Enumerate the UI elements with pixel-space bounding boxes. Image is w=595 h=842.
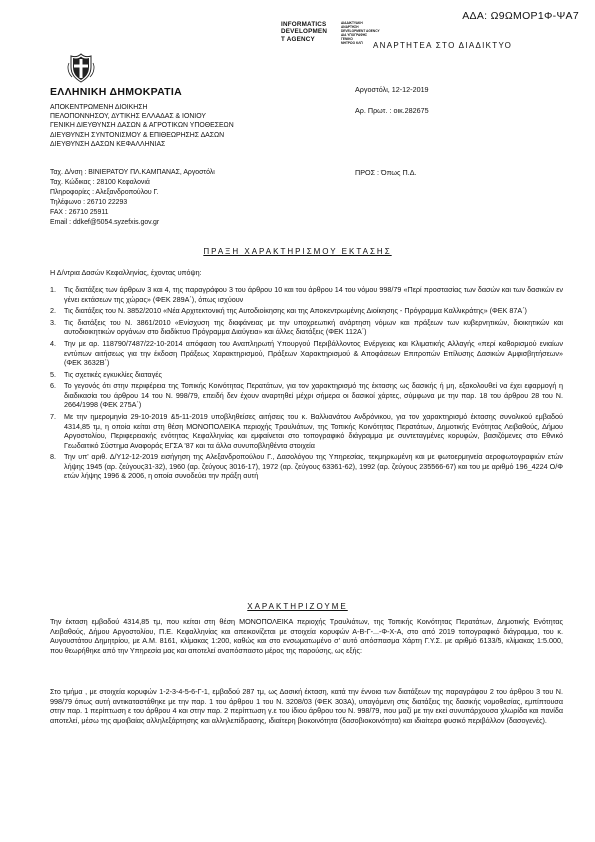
item-text: Τις διατάξεις του Ν. 3861/2010 «Ενίσχυση της διαφάνειας με την υποχρεωτική ανάρτηση νόμων και πράξεων των κυβερνητικών, διοικητικών και αυτοδιοικητικών οργάνων στο διαδίκτυο Πρόγραμμα Διαύγεια» και άλλες διατάξεις (ΦΕΚ 112Α΄) — [64, 317, 563, 337]
decision-heading: ΧΑΡΑΚΤΗΡΙΖΟΥΜΕ — [247, 602, 348, 611]
item-text: Την υπ' αριθ. Δ/Υ12-12-2019 εισήγηση της Αλεξανδροπούλου Γ., Δασολόγου της Υπηρεσίας, τεκμηριωμένη και με φωτοερμηνεία αεροφωτογραφιών ετών λήψης 1945 (αρ. ζεύγους31-32), 1960 (αρ. ζεύγους 3016-17), 1972 (αρ. ζεύγους 63361-62), 1992 (αρ. ζεύγους 235566-67) και του με αριθμό 196_4224 Ο/Φ ετών λήψης 1996 & 2006, η οποία συνοδεύει την πράξη αυτή — [64, 452, 563, 481]
issuer-line: ΔΙΕΥΘΥΝΣΗ ΔΑΣΩΝ ΚΕΦΑΛΛΗΝΙΑΣ — [50, 141, 166, 149]
item-number: 3. — [50, 317, 56, 327]
considerations-list — [50, 285, 563, 483]
decision-paragraph: Την έκταση εμβαδού 4314,85 τμ, που κείται στη θέση ΜΟΝΟΠΟΛΕΙΚΑ περιοχής Τραυλιάτων, της Τοπικής Κοινότητας Περατάτων, Δημοτικής Ενότητας Λειβαθούς, Δήμου Αργοστολίου, Π.Ε. Κεφαλληνίας και απεικονίζεται με στοιχεία κορυφών Α-Β-Γ-...-Φ-Χ-Α, στο από 2019 τοπογραφικό διάγραμμα, του κ. Αυγουστάτου Δημητρίου, με Α.Μ. 8161, κλίμακας 1:200, καθώς και στο ενσωματωμένο σ' αυτό απόσπασμα Χάρτη Γ.Υ.Σ. με αριθμό 6133/5, κλίμακας 1:5.000, που θεωρήθηκε από την Υπηρεσία μας και αποτελεί αναπόσπαστο μέρος της παρούσης, ως εξής: — [50, 617, 563, 655]
issuer-line: ΔΙΕΥΘΥΝΣΗ ΣΥΝΤΟΝΙΣΜΟΥ & ΕΠΙΘΕΩΡΗΣΗΣ ΔΑΣΩΝ — [50, 131, 225, 139]
stamp-small-line: ΓΕΝΙΚΟ — [341, 37, 353, 41]
stamp-small-line: ΔΙΑ ΥΠΟΓΡΑΦΗΣ — [341, 33, 368, 37]
date-protocol-block — [355, 85, 565, 126]
item-text: Με την ημερομηνία 29-10-2019 &5-11-2019 υποβληθείσες αιτήσεις του κ. Βαλλιανάτου Ανδρόνικου, για τον χαρακτηρισμό έκτασης συνολικού εμβαδού 4314,85 τμ, η οποία κείται στη θέση ΜΟΝΟΠΟΛΕΙΚΑ περιοχής Τραυλιάτων, της Τοπικής Κοινότητας Περατάτων, Δημοτικής Ενότητας Λειβαθούς, Δήμου Αργοστολίου, Περιφερειακής ενότητας Κεφαλληνίας και εμφαίνεται στο τοπογραφικό διάγραμμα με συντεταγμένες κορυφών, βασιζόμενες στο Εθνικό Γεωδαιτικό Σύστημα Αναφοράς ΕΓΣΑ '87 και τα άλλα συνυποβληθέντα στοιχεία — [64, 412, 563, 450]
contact-line: Ταχ. Κώδικας : 28100 Κεφαλονιά — [50, 179, 150, 186]
list-item — [50, 381, 563, 410]
item-text: Την με αρ. 118790/7487/22-10-2014 απόφαση του Αναπληρωτή Υπουργού Περιβάλλοντος Ενέργειας και Κλιματικής Αλλαγής «περί καθορισμού ενιαίων εντύπων αιτήσεως για την έκδοση Πράξεως Χαρακτηρισμού, Πράξεων Χαρακτηρισμού & Αποφάσεων Επιτροπών Επίλυσης Δασικών Αμφισβητήσεων» (ΦΕΚ 3632Β΄) — [64, 339, 563, 368]
list-item — [50, 452, 563, 481]
decision-paragraph: Στο τμήμα , με στοιχεία κορυφών 1-2-3-4-5-6-Γ-1, εμβαδού 287 τμ, ως Δασική έκταση, κατά την έννοια των διατάξεων της παραγράφου 2 του άρθρου 3 του Ν. 998/79 όπως αυτή αντικαταστάθηκε με την παρ. 1 του άρθρου 1 του Ν. 3208/03 (ΦΕΚ 303Α), υπαγόμενη στις διατάξεις της δασικής νομοθεσίας, εμπίπτουσα στην παρ. 1 περίπτωση ε του άρθρου 4 και στην παρ. 2 περίπτωση γ.ε του ίδιου άρθρου του Ν. 998/79, που μαζί με την εκεί συνυπάρχουσα χλωρίδα και πανίδα αποτελεί, μέσω της αμοιβαίας αλληλεξάρτησης και αλληλεπίδρασης, ιδιαίτερη βιοκοινότητα (δασοβιοκοινότητα) και ιδιαίτερα φυσικό περιβάλλον (δασογενές). — [50, 687, 563, 725]
list-item — [50, 285, 563, 304]
issuer-block — [50, 86, 340, 149]
item-number: 4. — [50, 339, 56, 349]
greek-emblem-icon — [66, 53, 96, 83]
contact-line: Πληροφορίες : Αλεξανδροπούλου Γ. — [50, 189, 159, 196]
item-text: Τις σχετικές εγκυκλίες διαταγές — [64, 369, 162, 379]
contact-line: Ταχ. Δ/νση : ΒΙΝΙΕΡΑΤΟΥ ΠΛ.ΚΑΜΠΑΝΑΣ, Αργοστόλι — [50, 169, 215, 176]
list-item — [50, 412, 563, 450]
recipient: ΠΡΟΣ : Όπως Π.Δ. — [355, 168, 417, 177]
item-text: Το γεγονός ότι στην περιφέρεια της Τοπικής Κοινότητας Περατάτων, για τον χαρακτηρισμό της έκτασης ως δασικής ή μη, εξακολουθεί να έχει εφαρμογή η διαδικασία του άρθρου 14 του Ν. 998/79, επειδή δεν έχουν αναρτηθεί μέχρι σήμερα οι δασικοί χάρτες, σύμφωνα με την παρ. 18 του άρθρου 28 του Ν. 2664/1998 (ΦΕΚ 275Α΄) — [64, 381, 563, 410]
item-text: Τις διατάξεις των άρθρων 3 και 4, της παραγράφου 3 του άρθρου 10 και του άρθρου 14 του νόμου 998/79 «Περί προστασίας των δασών και των δασικών εν γένει εκτάσεων της χώρας» (ΦΕΚ 289Α΄), όπως ισχύουν — [64, 285, 563, 304]
stamp-small-line: ΜΗΤΡΩΟ ΚΛΠ — [341, 41, 363, 45]
intro-line: Η Δ/ντρια Δασών Κεφαλληνίας, έχοντας υπόψη: — [50, 268, 202, 277]
list-item — [50, 318, 563, 337]
publish-online-label: ΑΝΑΡΤΗΤΕΑ ΣΤΟ ΔΙΑΔΙΚΤΥΟ — [373, 41, 513, 50]
item-number: 2. — [50, 306, 56, 316]
document-title: ΠΡΑΞΗ ΧΑΡΑΚΤΗΡΙΣΜΟΥ ΕΚΤΑΣΗΣ — [203, 247, 392, 256]
list-item — [50, 306, 563, 316]
stamp-small-line: ΑΝΑΡΤΗΣΗ — [341, 25, 359, 29]
stamp-line: DEVELOPMEN — [281, 28, 328, 36]
stamp-line: T AGENCY — [281, 35, 315, 43]
list-item — [50, 339, 563, 368]
stamp-small-line: DEVELOPMENT AGENCY — [341, 29, 380, 33]
contact-line: Τηλέφωνο : 26710 22293 — [50, 199, 128, 206]
stamp-line: INFORMATICS — [281, 21, 327, 28]
stamp-small-line: ΔΙΑΔΙΚΤΥΑΚΗ — [341, 21, 363, 25]
contact-line: FAX : 26710 25911 — [50, 209, 109, 216]
list-item — [50, 370, 563, 380]
item-number: 1. — [50, 285, 56, 294]
item-text: Τις διατάξεις του Ν. 3852/2010 «Νέα Αρχιτεκτονική της Αυτοδιοίκησης και της Αποκεντρωμένης Διοίκησης - Πρόγραμμα Καλλικράτης» (ΦΕΚ 87Α΄) — [64, 306, 527, 316]
item-number: 6. — [50, 381, 56, 391]
issuer-line: ΠΕΛΟΠΟΝΝΗΣΟΥ, ΔΥΤΙΚΗΣ ΕΛΛΑΔΑΣ & ΙΟΝΙΟΥ — [50, 113, 206, 121]
state-title: ΕΛΛΗΝΙΚΗ ΔΗΜΟΚΡΑΤΙΑ — [50, 86, 182, 98]
place-date: Αργοστόλι, 12-12-2019 — [355, 85, 429, 94]
item-number: 8. — [50, 452, 56, 462]
contact-block — [50, 168, 340, 228]
issuer-line: ΑΠΟΚΕΝΤΡΩΜΕΝΗ ΔΙΟΙΚΗΣΗ — [50, 103, 148, 111]
item-number: 5. — [50, 369, 56, 379]
issuer-line: ΓΕΝΙΚΗ ΔΙΕΥΘΥΝΣΗ ΔΑΣΩΝ & ΑΓΡΟΤΙΚΩΝ ΥΠΟΘΕΣΕΩΝ — [50, 122, 234, 130]
protocol-number: Αρ. Πρωτ. : οικ.282675 — [355, 105, 429, 115]
ada-code: ΑΔΑ: Ω9ΩΜΟΡ1Φ-ΨΑ7 — [462, 10, 579, 22]
item-number: 7. — [50, 412, 56, 422]
contact-line: Email : ddkef@5054.syzefxis.gov.gr — [50, 219, 160, 226]
